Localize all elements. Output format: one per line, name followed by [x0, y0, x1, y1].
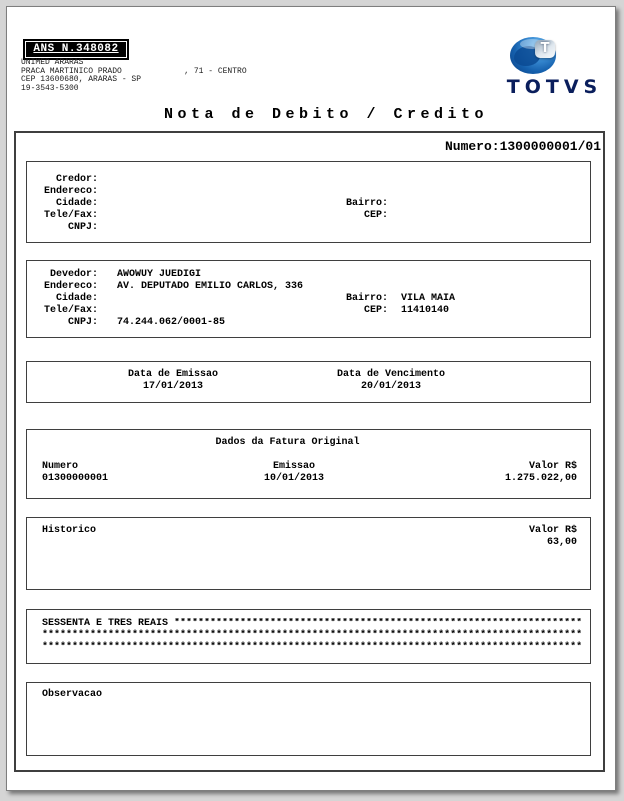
cep-value: 11410140 [401, 305, 450, 316]
fatura-emissao-label: Emissao [272, 461, 316, 472]
bairro-label: Bairro: [345, 293, 388, 304]
fatura-numero-column [42, 461, 108, 485]
vencimento-column [337, 369, 445, 393]
fatura-box [26, 429, 591, 499]
historico-valor-column [529, 525, 577, 549]
devedor-value: AWOWUY JUEDIGI [117, 269, 202, 280]
amount-in-words-line3: ****************************************************************************************** [42, 642, 583, 653]
historico-valor-value: 63,00 [546, 537, 577, 548]
cep-label: CEP: [363, 210, 388, 221]
main-frame [14, 131, 605, 772]
provider-name: UNIMED ARARAS [21, 58, 84, 67]
endereco-label: Endereco: [43, 186, 98, 197]
totvs-t-icon: T [535, 40, 555, 58]
fatura-valor-label: Valor R$ [528, 461, 577, 472]
telefax-label: Tele/Fax: [43, 210, 98, 221]
vencimento-value: 20/01/2013 [360, 381, 421, 392]
emissao-column [128, 369, 218, 393]
ans-badge [23, 39, 129, 60]
cnpj-row [27, 222, 590, 234]
historico-box [26, 517, 591, 590]
cidade-row [27, 198, 590, 210]
cnpj-row [27, 317, 590, 329]
historico-label: Historico [42, 525, 97, 536]
telefax-label: Tele/Fax: [43, 305, 98, 316]
endereco-value: AV. DEPUTADO EMILIO CARLOS, 336 [117, 281, 304, 292]
document-number: Numero:1300000001/01 [444, 139, 601, 154]
endereco-row [27, 281, 590, 293]
provider-phone: 19-3543-5300 [21, 83, 79, 93]
page-title: Nota de Debito / Credito [163, 106, 489, 123]
telefax-row [27, 305, 590, 317]
historico-valor-label: Valor R$ [528, 525, 577, 536]
emissao-value: 17/01/2013 [142, 381, 204, 392]
emissao-label: Data de Emissao [127, 369, 219, 380]
amount-in-words-lines [42, 618, 584, 654]
credor-row [27, 174, 590, 186]
fatura-numero-label: Numero [42, 461, 79, 472]
cidade-label: Cidade: [55, 198, 98, 209]
cep-label: CEP: [363, 305, 388, 316]
fatura-valor-column [505, 461, 577, 485]
fatura-emissao-value: 10/01/2013 [263, 473, 325, 484]
cnpj-label: CNPJ: [67, 317, 98, 328]
credor-box [26, 161, 591, 243]
ans-badge-text: ANS N.348082 [26, 42, 126, 57]
cidade-label: Cidade: [55, 293, 98, 304]
fatura-emissao-column [264, 461, 324, 485]
amount-in-words-line1: SESSENTA E TRES REAIS ******************************************************************** [42, 618, 583, 629]
cnpj-value: 74.244.062/0001-85 [117, 317, 226, 328]
document-page [6, 6, 616, 791]
devedor-row [27, 269, 590, 281]
amount-in-words-line2: ****************************************************************************************** [42, 630, 583, 641]
vencimento-label: Data de Vencimento [336, 369, 446, 380]
observacao-label: Observacao [42, 689, 103, 700]
endereco-label: Endereco: [43, 281, 98, 292]
bairro-label: Bairro: [345, 198, 388, 209]
totvs-logo-text: TOTVS [506, 76, 603, 98]
provider-cep: CEP 13600680, ARARAS - SP [21, 75, 142, 84]
observacao-box [26, 682, 591, 756]
devedor-box [26, 260, 591, 338]
provider-address [21, 59, 247, 93]
amount-in-words-box [26, 609, 591, 664]
fatura-title: Dados da Fatura Original [215, 437, 360, 448]
fatura-numero-value: 01300000001 [42, 473, 109, 484]
cnpj-label: CNPJ: [67, 222, 98, 233]
fatura-valor-value: 1.275.022,00 [504, 473, 577, 484]
devedor-label: Devedor: [49, 269, 98, 280]
cidade-row [27, 293, 590, 305]
endereco-row [27, 186, 590, 198]
bairro-value: VILA MAIA [401, 293, 456, 304]
dates-box [26, 361, 591, 403]
credor-label: Credor: [55, 174, 98, 185]
telefax-row [27, 210, 590, 222]
provider-street: PRACA MARTINICO PRADO , 71 - CENTRO [21, 66, 247, 76]
